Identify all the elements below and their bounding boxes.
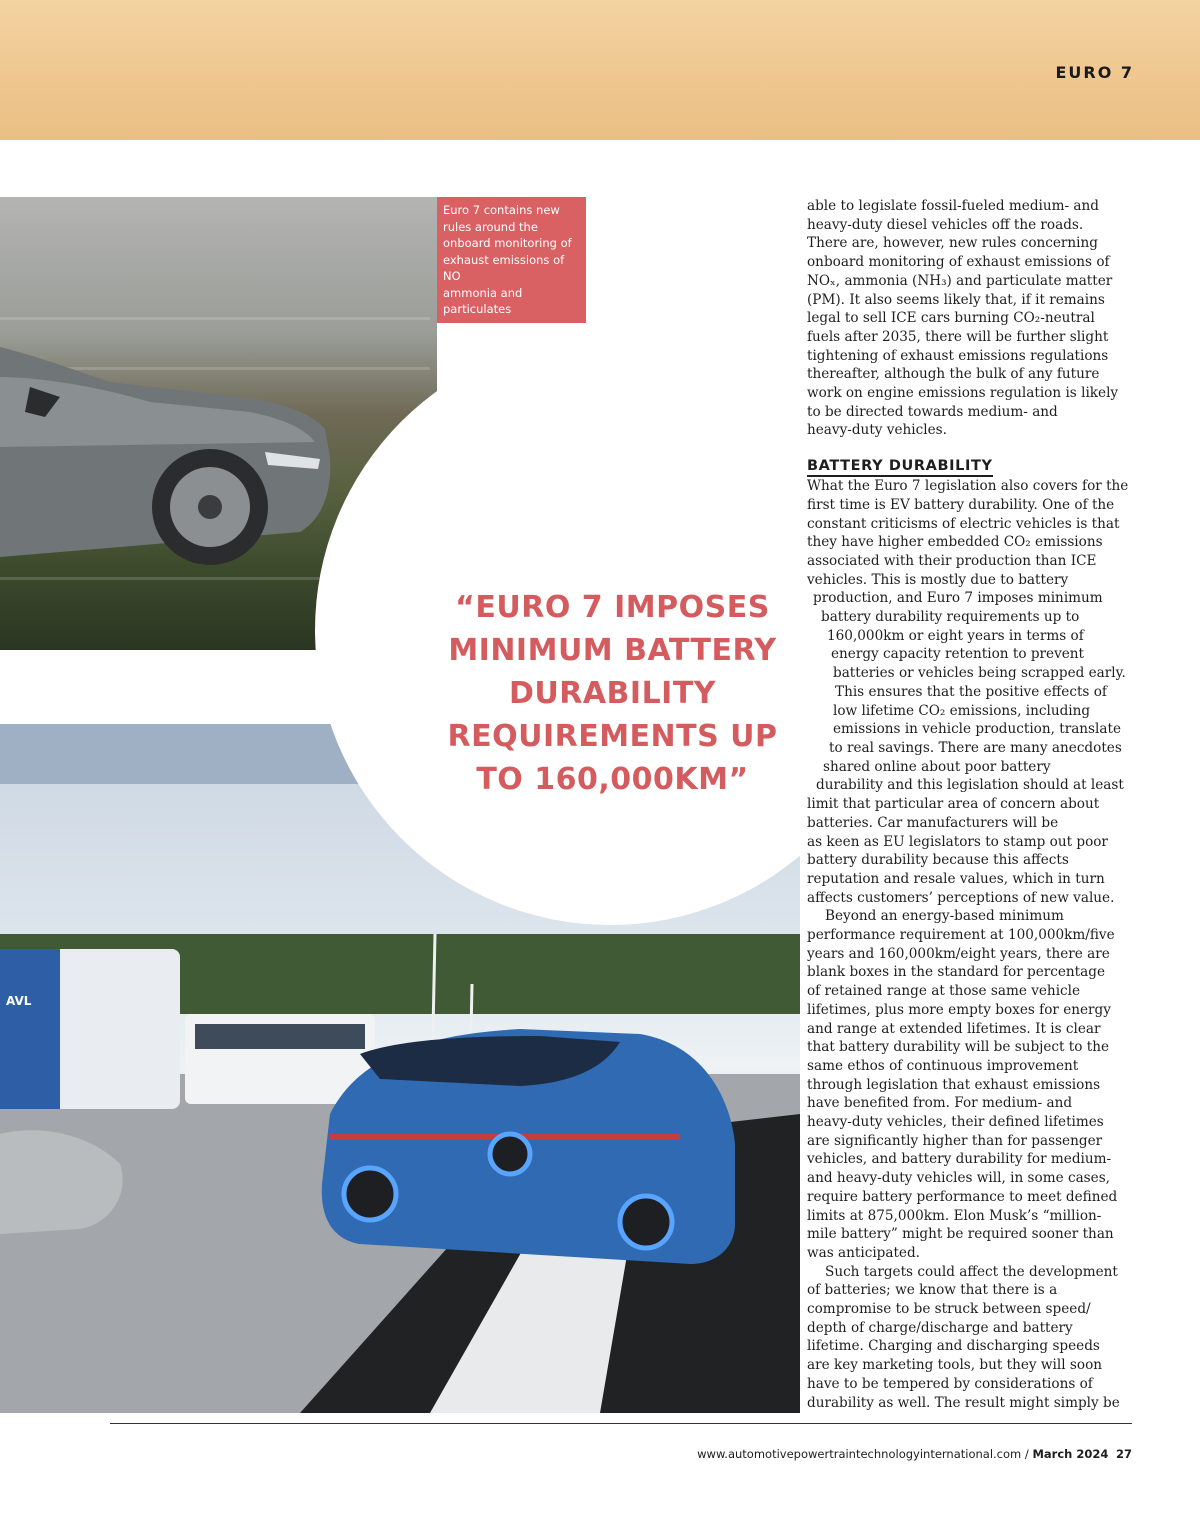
text-line: through legislation that exhaust emissions (807, 1076, 1101, 1093)
text-line: as keen as EU legislators to stamp out poor (807, 833, 1108, 850)
text-line: lifetimes, plus more empty boxes for energy (807, 1001, 1111, 1018)
text-line: fuels after 2035, there will be further slight (807, 328, 1109, 345)
text-line: mile battery” might be required sooner than (807, 1226, 1114, 1243)
text-line: require battery performance to meet defined (807, 1188, 1118, 1205)
text-line: limit that particular area of concern about (807, 796, 1100, 813)
text-line: of retained range at those same vehicle (807, 983, 1081, 1000)
text-line: first time is EV battery durability. One of the (807, 496, 1115, 513)
text-line: This ensures that the positive effects of (835, 683, 1107, 700)
text-line: Beyond an energy-based minimum (825, 908, 1064, 925)
pull-quote-line: MINIMUM BATTERY (448, 633, 777, 668)
text-line: low lifetime CO₂ emissions, including (833, 702, 1091, 719)
page-number: 27 (1115, 1447, 1132, 1461)
text-line: work on engine emissions regulation is likely (807, 385, 1119, 402)
intro-paragraph (807, 197, 1137, 440)
text-line: durability as well. The result might simply be (807, 1394, 1120, 1411)
text-line: There are, however, new rules concerning (807, 235, 1098, 252)
footer-url: www.automotivepowertraintechnologyinternational.com / (697, 1447, 1029, 1461)
photo-caption (437, 197, 586, 323)
text-line: blank boxes in the standard for percentage (807, 964, 1106, 981)
text-line: have to be tempered by considerations of (807, 1375, 1093, 1392)
text-line: batteries or vehicles being scrapped early. (833, 665, 1126, 682)
text-line: 160,000km or eight years in terms of (827, 627, 1084, 644)
text-line: associated with their production than ICE (807, 552, 1097, 569)
caption-line: exhaust emissions of NO (443, 252, 565, 283)
text-line: and heavy-duty vehicles will, in some cases, (807, 1170, 1110, 1187)
text-line: performance requirement at 100,000km/five (807, 927, 1115, 944)
pull-quote (440, 586, 785, 801)
text-line: battery durability because this affects (807, 852, 1069, 869)
text-line: and range at extended lifetimes. It is clear (807, 1020, 1101, 1037)
text-line: reputation and resale values, which in turn (807, 870, 1105, 887)
battery-durability-heading: BATTERY DURABILITY (807, 458, 993, 477)
text-line: energy capacity retention to prevent (831, 646, 1085, 663)
pull-quote-line: REQUIREMENTS UP (447, 719, 778, 754)
text-line: constant criticisms of electric vehicles is that (807, 515, 1120, 532)
text-line: legal to sell ICE cars burning CO₂-neutral (807, 310, 1095, 327)
text-line: vehicles. This is mostly due to battery (807, 571, 1069, 588)
text-line: they have higher embedded CO₂ emissions (807, 534, 1103, 551)
text-line: limits at 875,000km. Elon Musk’s “million- (807, 1207, 1102, 1224)
text-line: to real savings. There are many anecdotes (829, 739, 1122, 756)
text-line: that battery durability will be subject to the (807, 1039, 1110, 1056)
footer-rule (110, 1423, 1132, 1424)
text-line: Such targets could affect the development (825, 1263, 1118, 1280)
section-label: EURO 7 (1055, 63, 1134, 82)
caption-line: rules around the (443, 219, 538, 234)
text-line: are key marketing tools, but they will soon (807, 1357, 1103, 1374)
article-column (807, 197, 1137, 1412)
text-line: depth of charge/discharge and battery (807, 1319, 1073, 1336)
text-line: heavy-duty vehicles. (807, 422, 947, 439)
text-line: same ethos of continuous improvement (807, 1057, 1079, 1074)
text-line: onboard monitoring of exhaust emissions of (807, 254, 1110, 271)
pull-quote-line: TO 160,000KM” (476, 762, 749, 797)
footer-date: March 2024 (1032, 1447, 1109, 1461)
text-line: production, and Euro 7 imposes minimum (813, 590, 1103, 607)
text-line: (PM). It also seems likely that, if it remains (807, 291, 1105, 308)
text-line: batteries. Car manufacturers will be (807, 814, 1059, 831)
section-body (807, 477, 1137, 1412)
text-line: tightening of exhaust emissions regulations (807, 347, 1109, 364)
avl-logo: AVL (6, 994, 32, 1008)
text-line: are significantly higher than for passenger (807, 1132, 1103, 1149)
caption-line: ammonia and particulates (443, 285, 523, 316)
pull-quote-line: “EURO 7 IMPOSES (455, 590, 770, 625)
text-line: compromise to be struck between speed/ (807, 1301, 1091, 1318)
page-footer (697, 1447, 1132, 1461)
text-line: to be directed towards medium- and (807, 403, 1058, 420)
header-band (0, 0, 1200, 140)
text-line: thereafter, although the bulk of any future (807, 366, 1100, 383)
text-line: affects customers’ perceptions of new value. (807, 889, 1115, 906)
text-line: was anticipated. (807, 1244, 921, 1261)
text-line: of batteries; we know that there is a (807, 1282, 1058, 1299)
pull-quote-line: DURABILITY (508, 676, 717, 711)
text-line: vehicles, and battery durability for medium- (807, 1151, 1112, 1168)
text-line: emissions in vehicle production, translate (833, 721, 1121, 738)
text-line: shared online about poor battery (823, 758, 1051, 775)
section-heading (807, 440, 1137, 477)
text-line: years and 160,000km/eight years, there are (807, 945, 1110, 962)
text-line: NOₓ, ammonia (NH₃) and particulate matter (807, 272, 1113, 289)
text-line: heavy-duty vehicles, their defined lifetimes (807, 1114, 1104, 1131)
text-line: able to legislate fossil-fueled medium- and (807, 198, 1099, 214)
text-line: What the Euro 7 legislation also covers for the (807, 478, 1129, 495)
text-line: battery durability requirements up to (821, 609, 1080, 626)
caption-line: onboard monitoring of (443, 236, 572, 250)
text-line: durability and this legislation should at least (816, 777, 1124, 794)
caption-line: Euro 7 contains new (443, 203, 560, 217)
text-line: lifetime. Charging and discharging speeds (807, 1338, 1100, 1355)
text-line: heavy-duty diesel vehicles off the roads. (807, 216, 1084, 233)
text-line: have benefited from. For medium- and (807, 1095, 1073, 1112)
